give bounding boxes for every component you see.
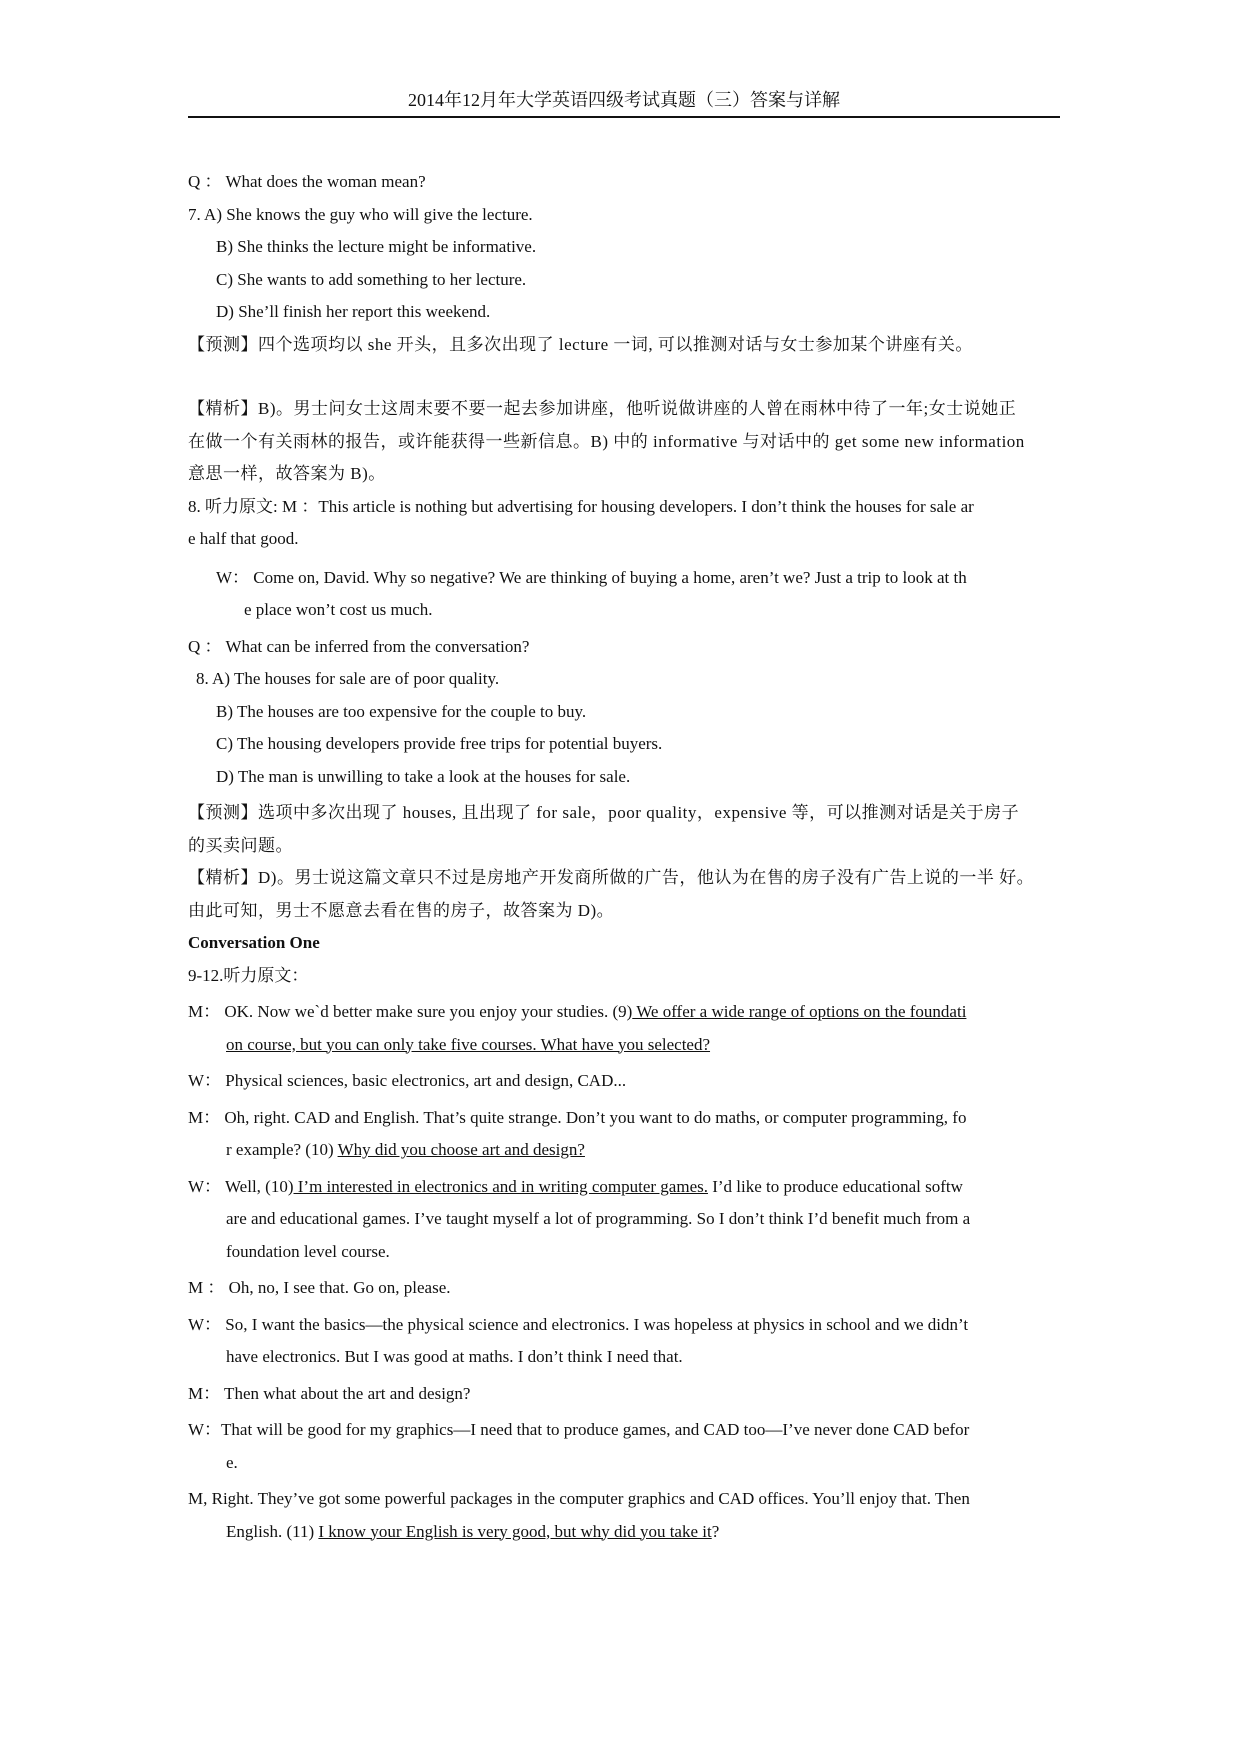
transcript-text: M： OK. Now we`d better make sure you enjoy your studies. (9) bbox=[188, 1002, 633, 1021]
underlined-text: We offer a wide range of options on the foundati bbox=[632, 1002, 967, 1021]
underlined-text: I know your English is very good, but why did you take it bbox=[318, 1521, 712, 1541]
option-a: 7. A) She knows the guy who will give the lecture. bbox=[188, 204, 533, 224]
option-d: D) She’ll finish her report this weekend. bbox=[216, 302, 491, 321]
transcript-line: 8. 听力原文: M ：This article is nothing but advertising for housing developers. I don’t think the houses for sale ar bbox=[188, 496, 974, 516]
option-c: C) The housing developers provide free trips for potential buyers. bbox=[216, 734, 663, 753]
prediction-note: 【预测】四个选项均以 she 开头，且多次出现了 lecture 一词, 可以推测对话与女士参加某个讲座有关。 bbox=[188, 334, 973, 354]
underlined-text: I’m interested in electronics and in writing computer games. bbox=[293, 1176, 708, 1196]
transcript-line: W： So, I want the basics—the physical science and electronics. I was hopeless at physics in school and we didn’t bbox=[188, 1314, 969, 1334]
transcript-text: English. (11) bbox=[226, 1521, 319, 1541]
transcript-line: W： Come on, David. Why so negative? We are thinking of buying a home, aren’t we? Just a trip to look at th bbox=[216, 567, 967, 587]
transcript-line: have electronics. But I was good at maths. I don’t think I need that. bbox=[226, 1347, 683, 1366]
transcript-line: e place won’t cost us much. bbox=[244, 600, 433, 619]
prediction-note: 【预测】选项中多次出现了 houses, 且出现了 for sale，poor quality，expensive 等，可以推测对话是关于房子 bbox=[188, 803, 1020, 822]
page-header: 2014年12月年大学英语四级考试真题（三）答案与详解 bbox=[188, 86, 1060, 118]
analysis-line: 由此可知，男士不愿意去看在售的房子，故答案为 D)。 bbox=[188, 900, 615, 920]
transcript-line: W： Physical sciences, basic electronics, art and design, CAD... bbox=[188, 1071, 627, 1090]
transcript-text: I’d like to produce educational softw bbox=[707, 1176, 963, 1196]
option-b: B) She thinks the lecture might be informative. bbox=[216, 237, 537, 256]
transcript-line: M： Oh, right. CAD and English. That’s quite strange. Don’t you want to do maths, or computer programming, fo bbox=[188, 1107, 967, 1127]
underlined-text: Why did you choose art and design? bbox=[337, 1140, 585, 1159]
transcript-text: W： Well, (10) bbox=[188, 1176, 294, 1196]
transcript-line bbox=[188, 1516, 1060, 1549]
document-body bbox=[188, 166, 1060, 1548]
transcript-line: M： Then what about the art and design? bbox=[188, 1383, 471, 1403]
option-d: D) The man is unwilling to take a look at the houses for sale. bbox=[216, 766, 631, 786]
transcript-line: M, Right. They’ve got some powerful packages in the computer graphics and CAD offices. You’ll enjoy that. Then bbox=[188, 1489, 970, 1508]
option-b: B) The houses are too expensive for the couple to buy. bbox=[216, 701, 587, 721]
transcript-line: foundation level course. bbox=[226, 1241, 390, 1261]
analysis-line: 【精析】B)。男士问女士这周末要不要一起去参加讲座，他听说做讲座的人曾在雨林中待了一年;女士说她正 bbox=[188, 399, 1017, 418]
transcript-line: e half that good. bbox=[188, 529, 299, 548]
question-line: Q ： What can be inferred from the conversation? bbox=[188, 636, 530, 656]
section-heading: Conversation One bbox=[188, 933, 320, 952]
transcript-line: W：That will be good for my graphics—I need that to produce games, and CAD too—I’ve never done CAD befor bbox=[188, 1420, 970, 1439]
option-a: 8. A) The houses for sale are of poor quality. bbox=[196, 669, 500, 688]
analysis-line: 在做一个有关雨林的报告，或许能获得一些新信息。B) 中的 informative 与对话中的 get some new information bbox=[188, 431, 1025, 451]
question-line: Q ： What does the woman mean? bbox=[188, 172, 426, 191]
transcript-text: ? bbox=[711, 1521, 720, 1541]
underlined-text: on course, but you can only take five courses. What have you selected? bbox=[226, 1034, 711, 1054]
transcript-line: are and educational games. I’ve taught myself a lot of programming. So I don’t think I’d benefit much from a bbox=[226, 1209, 971, 1228]
transcript-line bbox=[188, 1171, 1060, 1204]
analysis-line: 意思一样，故答案为 B)。 bbox=[188, 464, 386, 483]
transcript-line bbox=[188, 1134, 1060, 1167]
transcript-line: e. bbox=[226, 1452, 238, 1472]
transcript-label: 9-12.听力原文： bbox=[188, 965, 309, 985]
option-c: C) She wants to add something to her lecture. bbox=[216, 269, 527, 289]
transcript-line bbox=[188, 996, 1060, 1029]
analysis-line: 【精析】D)。男士说这篇文章只不过是房地产开发商所做的广告，他认为在售的房子没有广告上说的一半 好。 bbox=[188, 868, 1035, 887]
transcript-text: r example? (10) bbox=[226, 1140, 338, 1159]
transcript-line: M ： Oh, no, I see that. Go on, please. bbox=[188, 1278, 451, 1297]
prediction-note: 的买卖问题。 bbox=[188, 835, 293, 855]
